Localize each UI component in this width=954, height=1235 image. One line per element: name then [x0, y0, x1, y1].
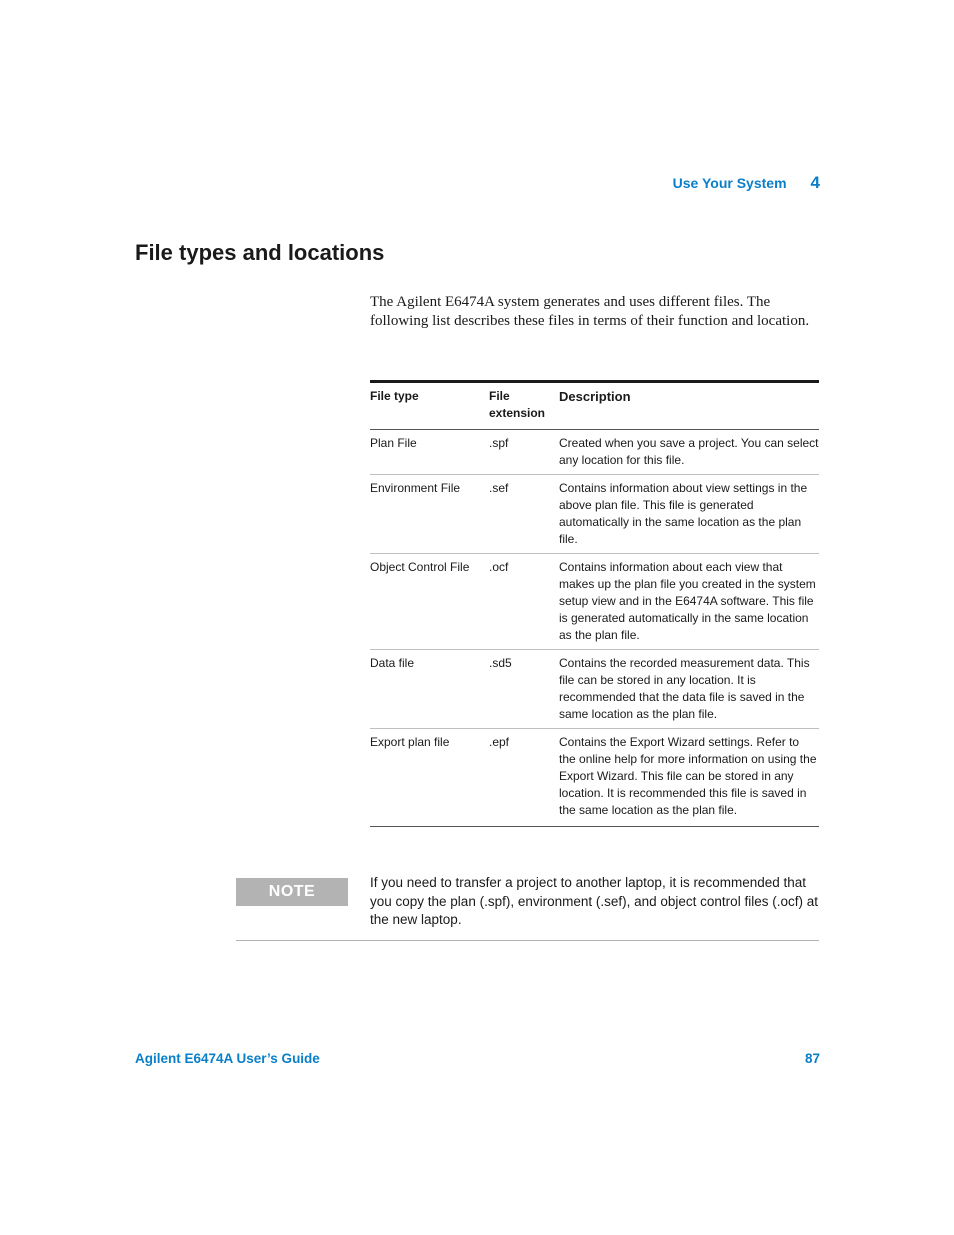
cell-extension: .sef: [489, 475, 559, 554]
chapter-title: Use Your System: [672, 175, 787, 191]
note-divider: [236, 940, 819, 941]
cell-extension: .epf: [489, 729, 559, 827]
intro-paragraph: The Agilent E6474A system generates and uses different files. The following list describes these files in terms of their function and location.: [370, 294, 810, 329]
table-row: [370, 554, 819, 650]
cell-file-type: Object Control File: [370, 554, 489, 650]
footer-guide-title: Agilent E6474A User’s Guide: [135, 1051, 320, 1066]
section-title: File types and locations: [135, 240, 385, 265]
column-header-description: Description: [559, 382, 819, 430]
cell-file-type: Plan File: [370, 430, 489, 475]
table-body: [370, 430, 819, 827]
cell-description: Contains the recorded measurement data. This file can be stored in any location. It is recommended that the data file is saved in the same location as the plan file.: [559, 650, 819, 729]
table-header: [370, 382, 819, 430]
column-header-file-type: File type: [370, 382, 489, 430]
cell-extension: .sd5: [489, 650, 559, 729]
table-row: [370, 729, 819, 827]
table-header-row: [370, 382, 819, 430]
table-row: [370, 475, 819, 554]
running-header: [673, 173, 820, 193]
table-row: [370, 430, 819, 475]
note-label: NOTE: [268, 883, 316, 900]
footer-page-number: 87: [804, 1051, 820, 1066]
note-label-box: [236, 878, 348, 906]
cell-file-type: Data file: [370, 650, 489, 729]
column-header-file-extension: [489, 382, 559, 430]
cell-description: Created when you save a project. You can select any location for this file.: [559, 430, 819, 475]
file-types-table: [370, 380, 819, 827]
column-header-file-extension-text: File extension: [489, 389, 546, 420]
note-text: If you need to transfer a project to another laptop, it is recommended that you copy the plan (.spf), environment (.sef), and object control files (.ocf) at the new laptop.: [370, 875, 818, 927]
cell-description: Contains the Export Wizard settings. Refer to the online help for more information on using the Export Wizard. This file can be stored in any location. It is recommended this file is saved in the same location as the plan file.: [559, 729, 819, 827]
cell-extension: .spf: [489, 430, 559, 475]
chapter-number: 4: [810, 173, 820, 192]
cell-file-type: Export plan file: [370, 729, 489, 827]
cell-extension: .ocf: [489, 554, 559, 650]
cell-description: Contains information about each view that makes up the plan file you created in the system setup view and in the E6474A software. This file is generated automatically in the same location as the plan file.: [559, 554, 819, 650]
table-row: [370, 650, 819, 729]
cell-file-type: Environment File: [370, 475, 489, 554]
cell-description: Contains information about view settings in the above plan file. This file is generated automatically in the same location as the plan file.: [559, 475, 819, 554]
